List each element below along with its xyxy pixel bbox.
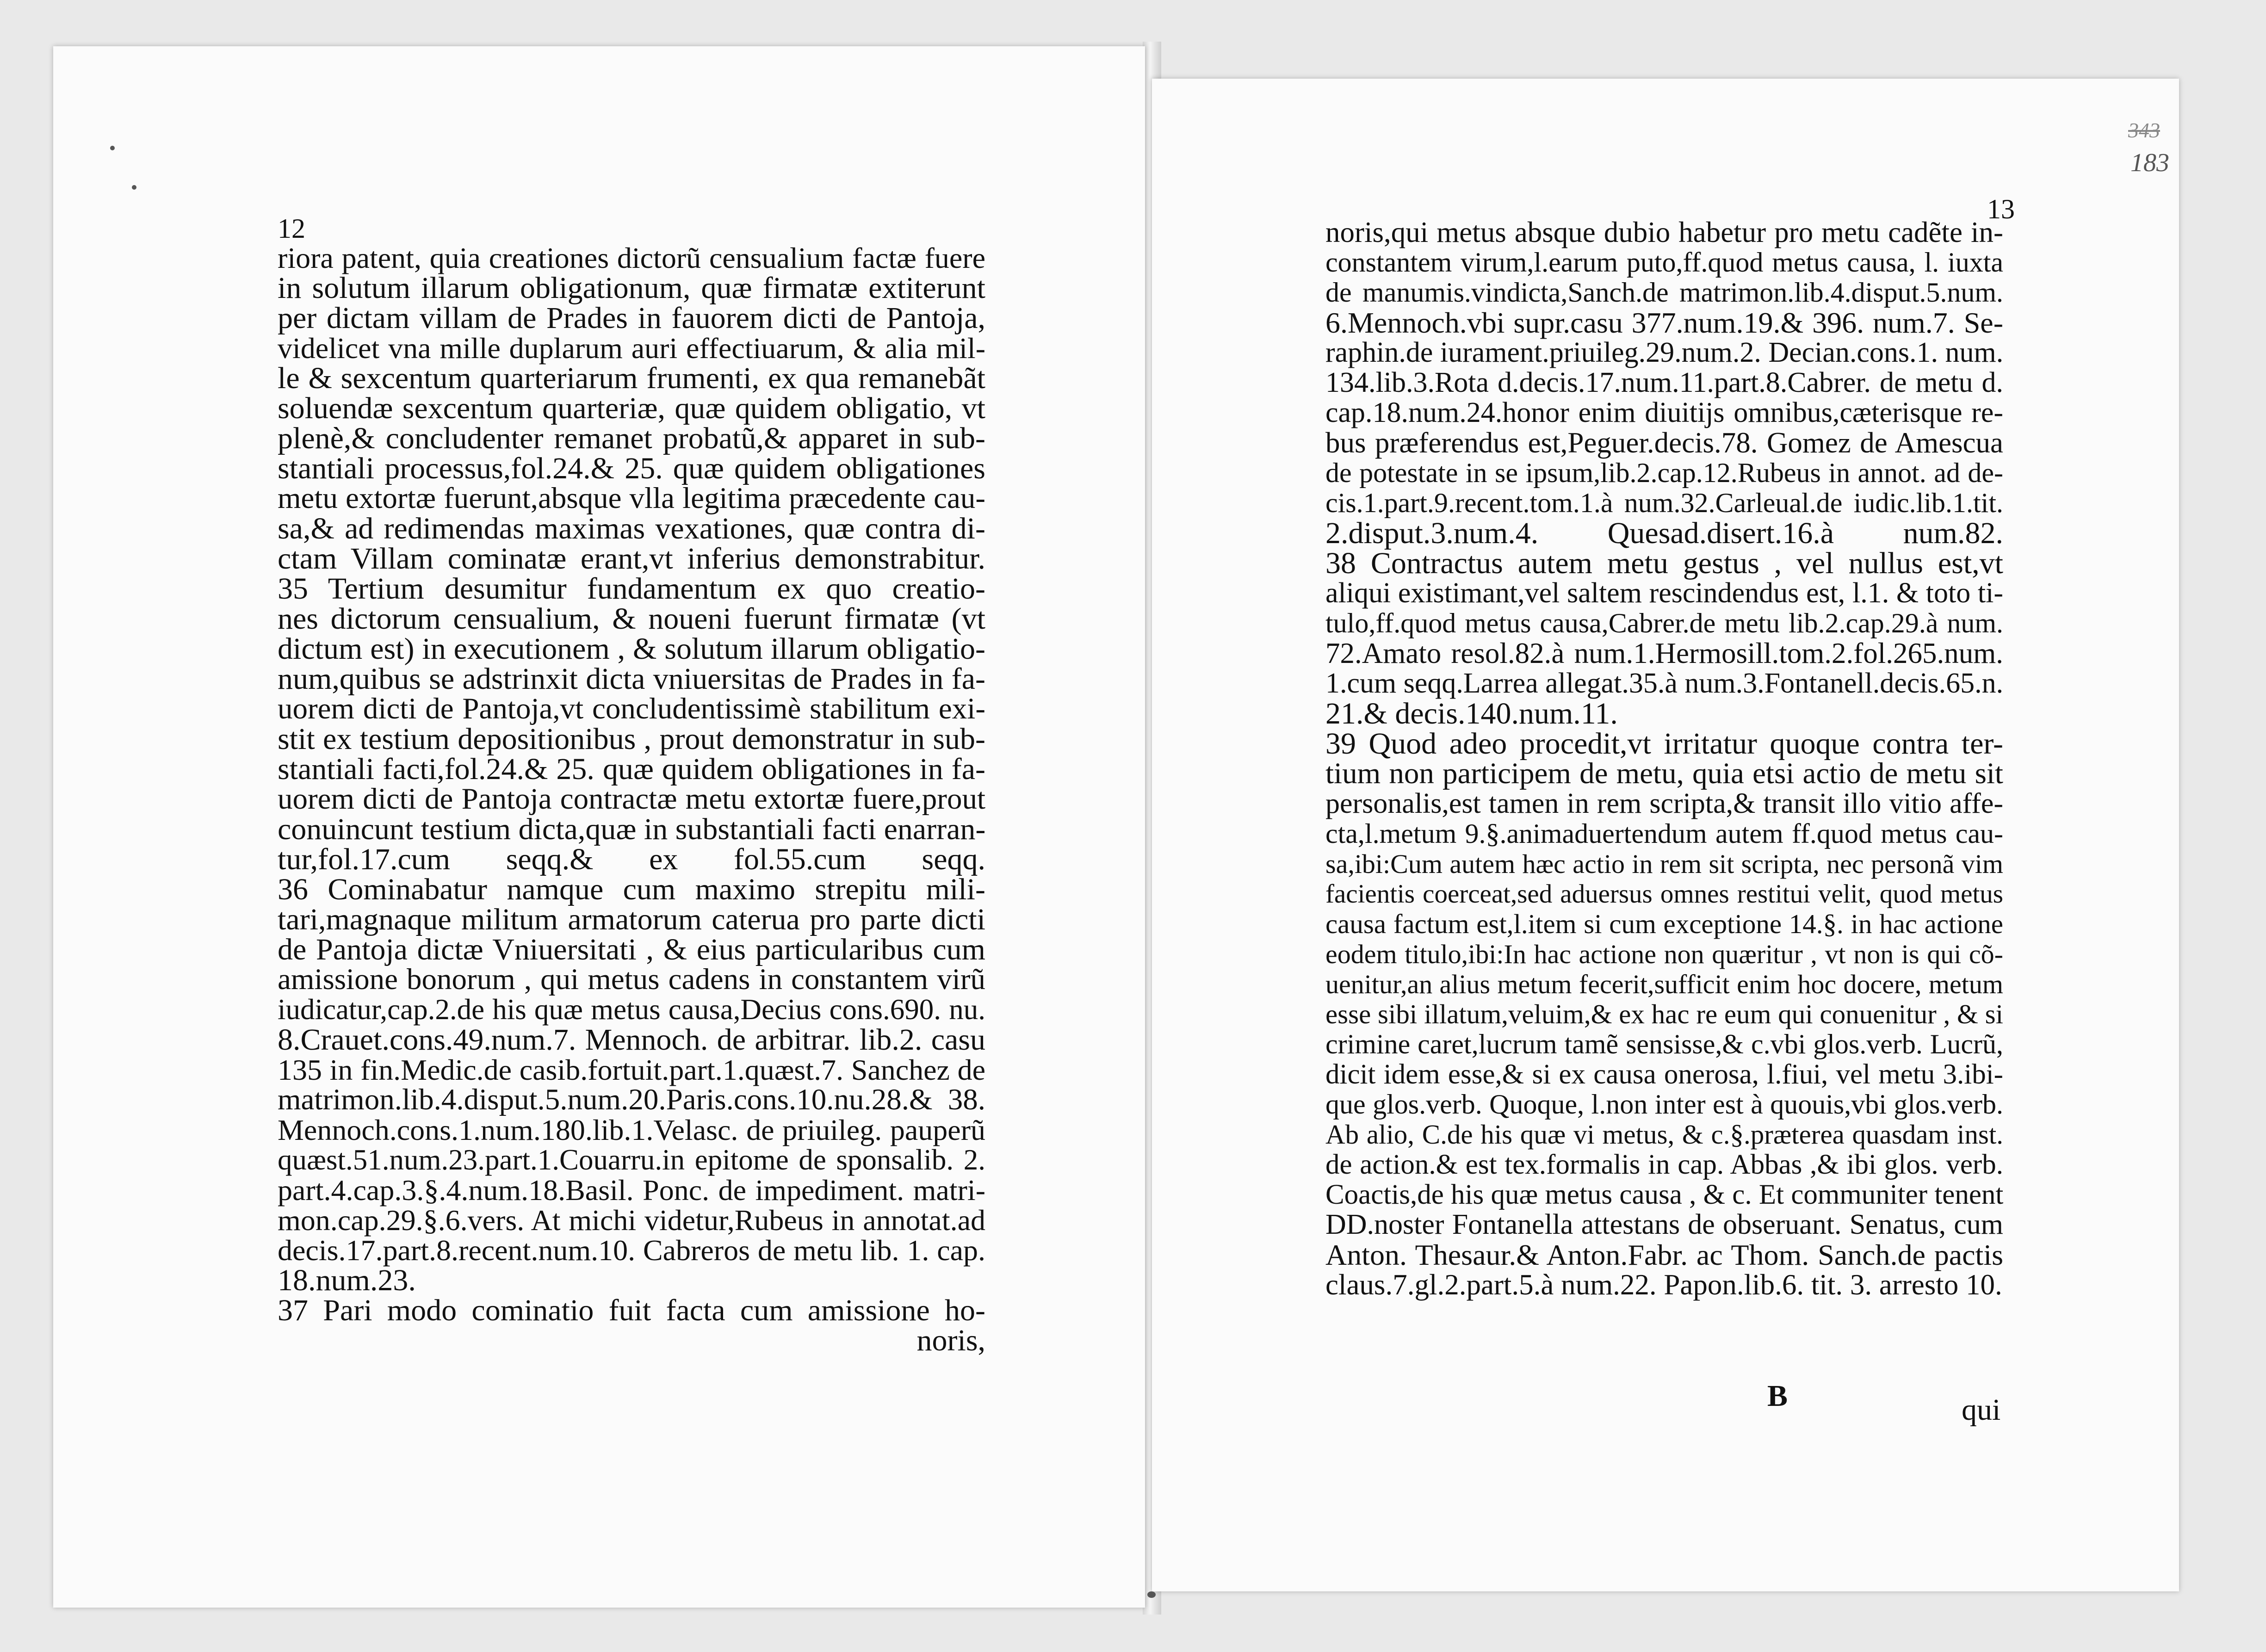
text-line: Ab alio, C.de his quæ vi metus, & c.§.præterea quasdam inst.	[1325, 1119, 2003, 1150]
text-line: personalis,est tamen in rem scripta,& transit illo vitio affe-	[1325, 788, 2003, 819]
signature-mark: B	[1767, 1379, 1788, 1413]
text-line: 35 Tertium desumitur fundamentum ex quo creatio-	[278, 572, 985, 606]
text-line: plenè,& concludenter remanet probatũ,& apparet in sub-	[278, 421, 985, 455]
text-line: 21.& decis.140.num.11.	[1325, 697, 1618, 730]
text-line: noris,	[916, 1324, 985, 1357]
text-line: cta,l.metum 9.§.animaduertendum autem ff.quod metus cau-	[1325, 818, 2003, 849]
text-line: 2.disput.3.num.4. Quesad.disert.16.à num.82.	[1325, 516, 2003, 550]
right-page-number: 13	[1987, 194, 2015, 224]
text-line: tari,magnaque militum armatorum caterua pro parte dicti	[278, 903, 985, 936]
text-line: videlicet vna mille duplarum auri effectiuarum, & alia mil-	[278, 332, 985, 365]
text-line: conuincunt testium dicta,quæ in substantiali facti enarran-	[278, 812, 986, 846]
paper-speck	[110, 146, 115, 150]
text-line: 8.Crauet.cons.49.num.7. Mennoch. de arbitrar. lib.2. casu	[278, 1023, 985, 1057]
text-line: cis.1.part.9.recent.tom.1.à num.32.Carleual.de iudic.lib.1.tit.	[1325, 488, 2003, 518]
text-line: de Pantoja dictæ Vniuersitati , & eius particularibus cum	[278, 933, 985, 966]
text-line: que glos.verb. Quoque, l.non inter est à quouis,vbi glos.verb.	[1325, 1089, 2003, 1120]
text-line: dictum est) in executionem , & solutum illarum obligatio-	[278, 632, 985, 666]
text-line: 134.lib.3.Rota d.decis.17.num.11.part.8.Cabrer. de metu d.	[1325, 367, 2003, 398]
text-line: stantiali processus,fol.24.& 25. quæ quidem obligationes	[278, 452, 985, 485]
text-line: riora patent, quia creationes dictorũ censualium factæ fuere	[278, 241, 985, 274]
text-line: Anton. Thesaur.& Anton.Fabr. ac Thom. Sanch.de pactis	[1325, 1238, 2003, 1271]
text-line: 6.Mennoch.vbi supr.casu 377.num.19.& 396. num.7. Se-	[1325, 306, 2003, 339]
text-line: tium non participem de metu, quia etsi actio de metu sit	[1325, 757, 2003, 790]
text-line: 18.num.23.	[278, 1263, 416, 1297]
left-page-text	[278, 243, 985, 1355]
text-line: noris,qui metus absque dubio habetur pro metu cadẽte in-	[1325, 216, 2003, 248]
text-line: le & sexcentum quarteriarum frumenti, ex qua remanebãt	[278, 361, 985, 395]
text-line: 37 Pari modo cominatio fuit facta cum amissione ho-	[278, 1293, 985, 1327]
text-line: 72.Amato resol.82.à num.1.Hermosill.tom.2.fol.265.num.	[1325, 637, 2003, 669]
text-line: dicit idem esse,& si ex causa onerosa, l.fiui, vel metu 3.ibi-	[1325, 1059, 2003, 1090]
text-line: crimine caret,lucrum tamẽ sensisse,& c.vbi glos.verb. Lucrũ,	[1325, 1029, 2003, 1059]
paper-speck	[132, 185, 136, 190]
text-line: constantem virum,l.earum puto,ff.quod metus causa, l. iuxta	[1325, 247, 2003, 278]
text-line: cap.18.num.24.honor enim diuitijs omnibus,cæterisque re-	[1325, 397, 2003, 428]
text-line: Coactis,de his quæ metus causa , & c. Et communiter tenent	[1325, 1179, 2004, 1210]
text-line: sa,ibi:Cum autem hæc actio in rem sit scripta, nec personã vim	[1325, 849, 2003, 879]
text-line: de manumis.vindicta,Sanch.de matrimon.lib.4.disput.5.num.	[1325, 277, 2003, 308]
text-line: DD.noster Fontanella attestans de obseruant. Senatus, cum	[1325, 1209, 2003, 1240]
text-line: ctam Villam cominatæ erant,vt inferius demonstrabitur.	[278, 542, 985, 575]
text-line: eodem titulo,ibi:In hac actione non quæritur , vt non is qui cõ-	[1325, 939, 2003, 969]
text-line: Mennoch.cons.1.num.180.lib.1.Velasc. de priuileg. pauperũ	[278, 1114, 985, 1146]
text-line: esse sibi illatum,veluim,& ex hac re eum qui conuenitur , & si	[1325, 999, 2003, 1029]
text-line: 38 Contractus autem metu gestus , vel nullus est,vt	[1325, 546, 2003, 580]
text-line: claus.7.gl.2.part.5.à num.22. Papon.lib.6. tit. 3. arresto 10.	[1325, 1268, 2002, 1301]
text-line: part.4.cap.3.§.4.num.18.Basil. Ponc. de impediment. matri-	[278, 1174, 985, 1207]
text-line: tur,fol.17.cum seqq.& ex fol.55.cum seqq.	[278, 842, 985, 876]
text-line: soluendæ sexcentum quarteriæ, quæ quidem obligatio, vt	[278, 391, 985, 425]
text-line: tulo,ff.quod metus causa,Cabrer.de metu lib.2.cap.29.à num.	[1325, 608, 2003, 638]
text-line: stit ex testium depositionibus , prout demonstratur in sub-	[278, 722, 985, 756]
text-line: in solutum illarum obligationum, quæ firmatæ extiterunt	[278, 271, 985, 305]
text-line: quæst.51.num.23.part.1.Couarru.in epitome de sponsalib. 2.	[278, 1144, 985, 1176]
text-line: decis.17.part.8.recent.num.10. Cabreros de metu lib. 1. cap.	[278, 1234, 985, 1267]
text-line: mon.cap.29.§.6.vers. At michi videtur,Rubeus in annotat.ad	[278, 1204, 985, 1237]
text-line: causa factum est,l.item si cum exceptione 14.§. in hac actione	[1325, 909, 2003, 939]
text-line: 39 Quod adeo procedit,vt irritatur quoque contra ter-	[1325, 727, 2003, 761]
catchword: qui	[1962, 1393, 2001, 1427]
text-line: num,quibus se adstrinxit dicta vniuersitas de Prades in fa-	[278, 662, 985, 696]
text-line: matrimon.lib.4.disput.5.num.20.Paris.cons.10.nu.28.& 38.	[278, 1083, 985, 1116]
text-line: amissione bonorum , qui metus cadens in constantem virũ	[278, 963, 985, 996]
left-page-number: 12	[278, 213, 305, 244]
text-line: 36 Cominabatur namque cum maximo strepitu mili-	[278, 872, 985, 906]
text-line: sa,& ad redimendas maximas vexationes, quæ contra di-	[278, 512, 985, 545]
text-line: per dictam villam de Prades in fauorem dicti de Pantoja,	[278, 301, 985, 335]
folio-crossed-out-number: 343	[2128, 118, 2160, 142]
text-line: 1.cum seqq.Larrea allegat.35.à num.3.Fontanell.decis.65.n.	[1325, 668, 2004, 699]
text-line: de potestate in se ipsum,lib.2.cap.12.Rubeus in annot. ad de-	[1325, 458, 2003, 488]
text-line: 135 in fin.Medic.de casib.fortuit.part.1.quæst.7. Sanchez de	[278, 1053, 985, 1086]
text-line: metu extortæ fuerunt,absque vlla legitima præcedente cau-	[278, 482, 985, 515]
folio-stamp: 183	[2130, 148, 2169, 177]
text-line: uorem dicti de Pantoja contractæ metu extortæ fuere,prout	[278, 782, 985, 816]
text-line: facientis coerceat,sed aduersus omnes restitui velit, quod metus	[1325, 879, 2003, 909]
text-line: raphin.de iurament.priuileg.29.num.2. Decian.cons.1. num.	[1325, 337, 2004, 368]
text-line: iudicatur,cap.2.de his quæ metus causa,Decius cons.690. nu.	[278, 993, 985, 1026]
text-line: nes dictorum censualium, & noueni fuerunt firmatæ (vt	[278, 602, 985, 636]
text-line: aliqui existimant,vel saltem rescindendus est, l.1. & toto ti-	[1325, 577, 2003, 609]
text-line: uenitur,an alius metum fecerit,sufficit enim hoc docere, metum	[1325, 969, 2003, 999]
text-line: bus præferendus est,Peguer.decis.78. Gomez de Amescua	[1325, 427, 2003, 459]
right-page-text	[1325, 217, 2003, 1300]
text-line: de action.& est tex.formalis in cap. Abbas ,& ibi glos. verb.	[1325, 1149, 2003, 1180]
text-line: stantiali facti,fol.24.& 25. quæ quidem obligationes in fa-	[278, 752, 985, 786]
text-line: uorem dicti de Pantoja,vt concludentissimè stabilitum exi-	[278, 692, 985, 725]
paper-speck	[1147, 1591, 1156, 1598]
